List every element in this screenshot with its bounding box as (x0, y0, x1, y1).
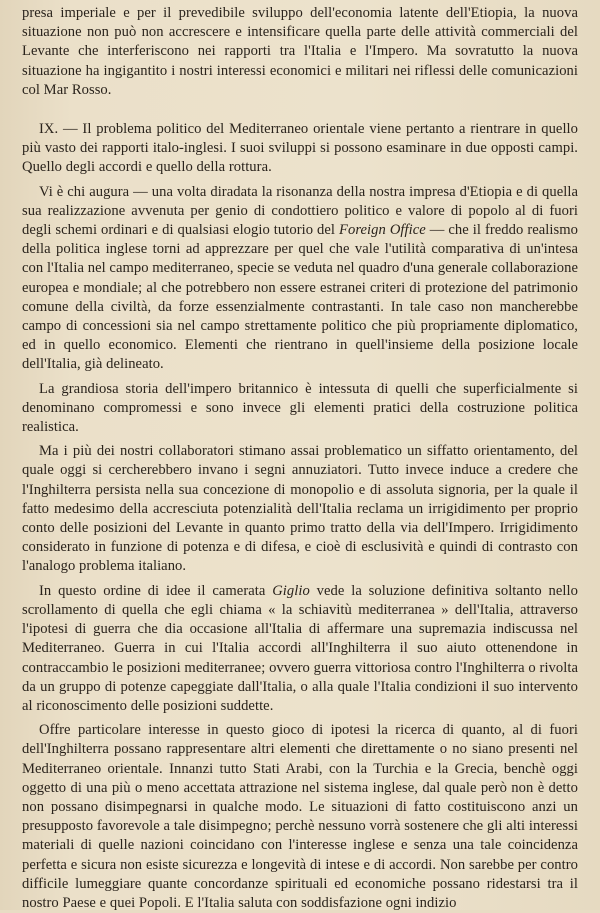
paragraph-giglio (22, 582, 578, 716)
paragraph-impero-britannico: La grandiosa storia dell'impero britannico è intessuta di quelli che superficialmente si denominano compromessi e sono invece gli elementi pratici della costruzione politica realistica. (22, 380, 578, 436)
foreign-office-italic: Foreign Office (339, 222, 426, 239)
paragraph-stati-arabi: Offre particolare interesse in questo gioco di ipotesi la ricerca di quanto, al di fuori dell'Inghilterra possano rappresentare altri elementi che direttamente o no siano presenti nel Mediterraneo orientale. Innanzi tutto Stati Arabi, con la Turchia e la Grecia, benchè oggi oggetto di una più o meno accettata attrazione nel sistema inglese, dal quale però non è detto non possano disimpegnarsi in qualche modo. Le situazioni di fatto costituiscono anzi un presupposto favorevole a tale disimpegno; perchè nessuno vorrà sostenere che gli alti interessi materiali di quelle nazioni coincidano con l'interesse inglese e senza una tale coincidenza perfetta e sicura non esiste sicurezza e longevità di intese e di accordi. Non sarebbe per contro difficile lumeggiare quante concordanze spirituali ed economiche possano ridestarsi tra il nostro Paese e quei Popoli. E l'Italia saluta con soddisfazione ogni indizio (22, 722, 578, 911)
paragraph-collaboratori: Ma i più dei nostri collaboratori stimano assai problematico un siffatto orientamento, del quale oggi si cercherebbero invano i segni annuziatori. Tutto invece induce a credere che l'Inghilterra persista nella sua concezione di monopolio e di assoluta signoria, per la quale il fatto medesimo della accresciuta potenzialità dell'Italia reclama un irrigidimento per proprio conto delle posizioni del Levante in quanto primo tratto della via dell'Impero. Irrigidimento considerato in funzione di potenza e di difesa, e cioè di esclusività e quindi di contrasto con l'analogo problema italiano. (22, 443, 578, 575)
paragraph-accordi-text-a: Vi è chi augura — una volta diradata la risonanza della nostra impresa d'Etiopia e di quella sua realizzazione avvenuta per genio di condottiero politico e valore di popolo al di fuori degli schemi ordinari e di qualsiasi elogio tutorio del (22, 183, 578, 239)
paragraph-section-ix: IX. — Il problema politico del Mediterraneo orientale viene pertanto a rientrare in quello più vasto dei rapporti italo-inglesi. I suoi sviluppi si possono esaminare in due opposti campi. Quello degli accordi e quello della rottura. (22, 121, 578, 176)
paragraph-giglio-text-b: vede la soluzione definitiva soltanto nello scrollamento di quella che egli chiama « la schiavitù mediterranea » dell'Italia, attraverso l'ipotesi di guerra che dia occasione all'Italia di affermare una supremazia indiscussa nel Mediterraneo. Guerra in cui l'Italia accordi all'Inghilterra il suo aiuto ottenendone in contraccambio le posizioni mediterranee; ovvero guerra vittoriosa contro l'Inghilterra o rivolta da un gruppo di potenze capeggiate dall'Italia, o alla quale l'Italia condizioni il suo intervento al riconoscimento delle posizioni suddette. (22, 582, 578, 714)
paragraph-giglio-text-a: In questo ordine di idee il camerata (39, 582, 273, 599)
paragraph-accordi-text-b: — che il freddo realismo della politica inglese torni ad apprezzare per quel che vale l'utilità comparativa di un'intesa con l'Italia nel campo mediterraneo, specie se veduta nel quadro d'una generale collaborazione europea e mondiale; al che potrebbero non essere estranei criteri di protezione del patrimonio comune della civiltà, da forze essenzialmente contrastanti. In tale caso non mancherebbe campo di concessioni sia nel campo strettamente politico che più propriamente diplomatico, ed in quello economico. Elementi che rientrano in quell'insieme della posizione locale dell'Italia, già delineato. (22, 222, 578, 373)
paragraph-accordi (22, 183, 578, 375)
giglio-italic: Giglio (272, 582, 310, 599)
paragraph-continuation: presa imperiale e per il prevedibile sviluppo dell'economia latente dell'Etiopia, la nuova situazione non può non accrescere e intensificare quella parte delle attività commerciali del Levante che interferiscono nei rapporti tra l'Italia e l'Impero. Ma sovratutto la nuova situazione ha ingigantito i nostri interessi economici e militari nei riflessi delle comunicazioni col Mar Rosso. (22, 5, 578, 98)
